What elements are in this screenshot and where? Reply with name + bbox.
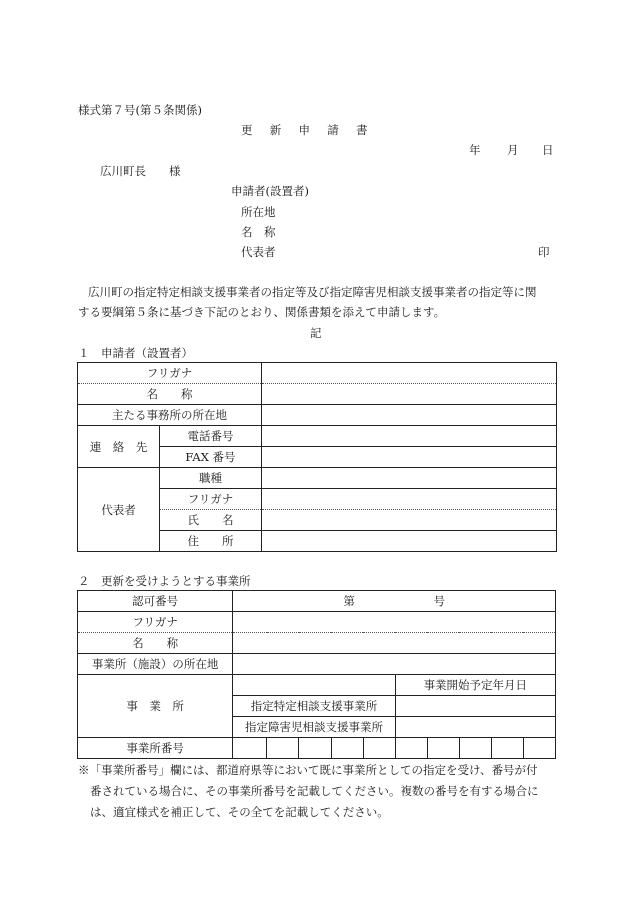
contact-label: 連 絡 先 (78, 426, 160, 468)
applicant-rep-label: 代表者 (241, 245, 276, 259)
note-line-3: は、適宜様式を補正して、その全てを記載してください。 (90, 805, 389, 819)
form-number: 様式第７号(第５条関係) (78, 103, 202, 117)
name-field[interactable] (262, 384, 557, 405)
fax-field[interactable] (262, 447, 557, 468)
license-go: 号 (433, 594, 445, 608)
job-title-label: 職種 (160, 468, 262, 489)
office-type-2-start-date-field[interactable] (395, 717, 555, 738)
fax-label: FAX 番号 (160, 447, 262, 468)
rep-address-label: 住 所 (160, 531, 262, 552)
office-label: 事 業 所 (78, 675, 233, 738)
rep-furigana-label: フリガナ (160, 489, 262, 510)
note (78, 760, 558, 823)
start-date-label: 事業開始予定年月日 (395, 675, 555, 696)
office-number-digit[interactable] (267, 738, 299, 759)
rep-furigana-field[interactable] (262, 489, 557, 510)
office-address-label: 主たる事務所の所在地 (78, 405, 262, 426)
job-title-field[interactable] (262, 468, 557, 489)
office-number-digit[interactable] (363, 738, 395, 759)
applicant-address-label: 所在地 (241, 205, 276, 219)
office-type-1-start-date-field[interactable] (395, 696, 555, 717)
office-number-digit[interactable] (427, 738, 459, 759)
phone-field[interactable] (262, 426, 557, 447)
office-number-digit[interactable] (395, 738, 427, 759)
rep-address-field[interactable] (262, 531, 557, 552)
license-no-field[interactable] (233, 591, 556, 612)
facility-address-field[interactable] (233, 654, 556, 675)
license-dai: 第 (343, 594, 355, 608)
office-number-label: 事業所番号 (78, 738, 233, 759)
note-line-2: 番されている場合に、その事業所番号を記載してください。複数の番号を有する場合に (90, 784, 539, 798)
office-name-field[interactable] (233, 633, 556, 654)
rep-name-label: 氏 名 (160, 510, 262, 531)
rep-name-field[interactable] (262, 510, 557, 531)
name-label: 名 称 (78, 384, 262, 405)
office-number-digit[interactable] (523, 738, 555, 759)
body-text-line-2: する要綱第５条に基づき下記のとおり、関係書類を添えて申請します。 (78, 305, 446, 319)
furigana-label: フリガナ (78, 363, 262, 384)
facility-address-label: 事業所（施設）の所在地 (78, 654, 233, 675)
office-table (77, 590, 556, 759)
office-type-1-label: 指定特定相談支援事業所 (233, 696, 395, 717)
office-furigana-field[interactable] (233, 612, 556, 633)
representative-label: 代表者 (78, 468, 160, 552)
ki-mark: 記 (310, 326, 322, 340)
date-month: 月 (507, 143, 519, 157)
office-number-digit[interactable] (491, 738, 523, 759)
office-address-field[interactable] (262, 405, 557, 426)
office-name-label: 名 称 (78, 633, 233, 654)
office-number-digit[interactable] (331, 738, 363, 759)
applicant-table (77, 362, 557, 552)
applicant-name-label: 名 称 (241, 225, 276, 239)
section2-title: ２ 更新を受けようとする事業所 (78, 574, 251, 588)
license-no-label: 認可番号 (78, 591, 233, 612)
addressee: 広川町長 様 (100, 164, 181, 178)
seal-mark: 印 (538, 245, 550, 259)
section1-title: １ 申請者（設置者） (78, 346, 193, 360)
date-day: 日 (542, 143, 554, 157)
applicant-heading: 申請者(設置者) (231, 184, 309, 198)
office-number-digit[interactable] (459, 738, 491, 759)
page-title: 更 新 申 請 書 (241, 123, 371, 137)
office-type-2-label: 指定障害児相談支援事業所 (233, 717, 395, 738)
office-number-digit[interactable] (233, 738, 267, 759)
date-year: 年 (469, 143, 481, 157)
note-line-1: ※「事業所番号」欄には、都道府県等において既に事業所としての指定を受け、番号が付 (78, 763, 538, 777)
body-text-line-1: 広川町の指定特定相談支援事業者の指定等及び指定障害児相談支援事業者の指定等に関 (88, 285, 537, 299)
furigana-field[interactable] (262, 363, 557, 384)
office-number-digit[interactable] (299, 738, 331, 759)
office-furigana-label: フリガナ (78, 612, 233, 633)
office-type-header-blank (233, 675, 395, 696)
phone-label: 電話番号 (160, 426, 262, 447)
